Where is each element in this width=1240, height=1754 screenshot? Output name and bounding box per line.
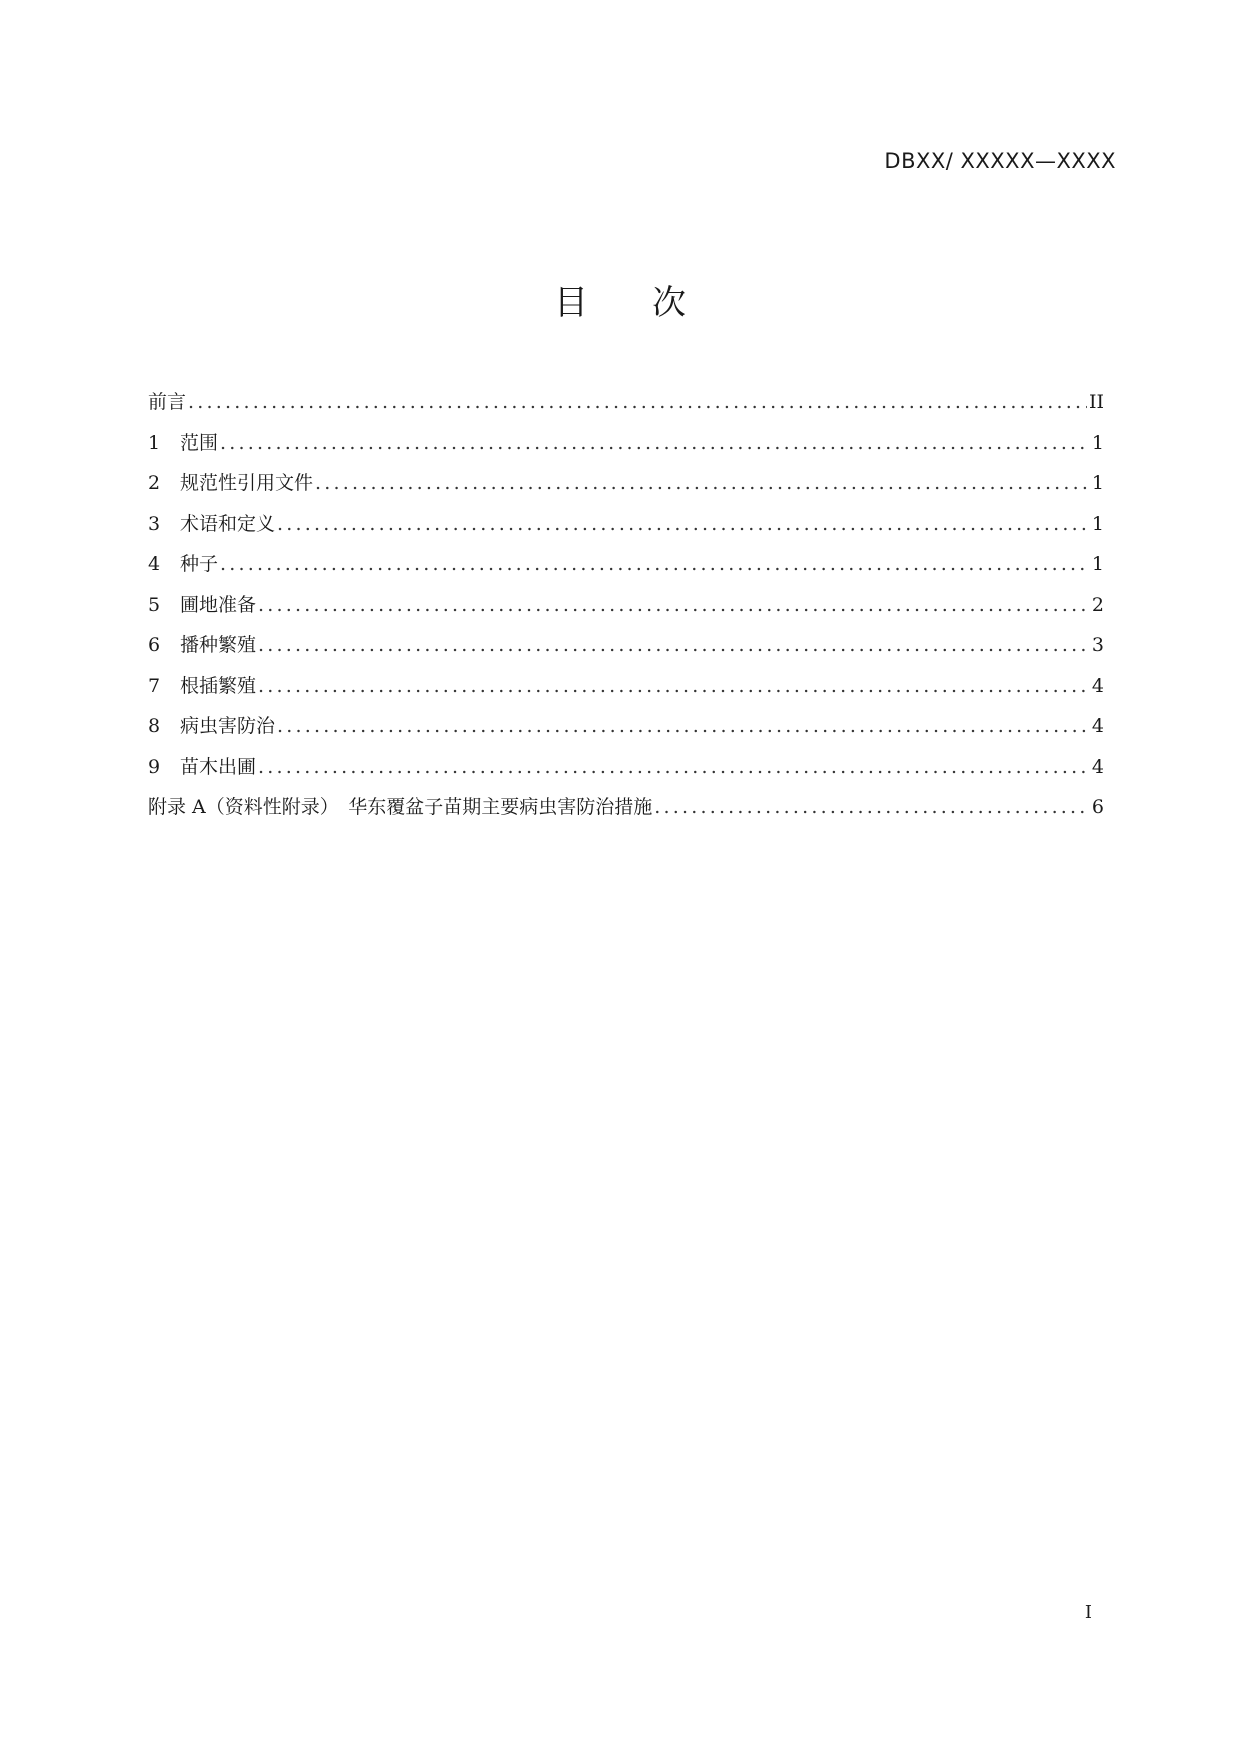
toc-dot-leader — [277, 510, 1090, 538]
document-code: DBXX/ XXXXX—XXXX — [884, 149, 1116, 173]
toc-entry-title: 播种繁殖 — [180, 634, 257, 656]
toc-entry-page: 2 — [1091, 593, 1104, 616]
toc-entry-title: 苗木出圃 — [180, 755, 257, 778]
toc-entry-seeds[interactable] — [148, 550, 1104, 591]
toc-entry-scope[interactable] — [148, 429, 1104, 470]
toc-entry-title: 圃地准备 — [180, 593, 257, 616]
toc-entry-title: 范围 — [180, 431, 219, 454]
toc-entry-number: 2 — [148, 472, 161, 494]
toc-entry-number: 9 — [148, 755, 161, 778]
toc-entry-title: 前言 — [148, 391, 187, 413]
toc-entry-terms-definitions[interactable] — [148, 510, 1104, 551]
toc-entry-normative-references[interactable] — [148, 469, 1104, 510]
toc-dot-leader — [188, 388, 1087, 416]
toc-entry-page: 1 — [1091, 553, 1104, 575]
toc-entry-title: 病虫害防治 — [180, 715, 276, 737]
toc-entry-number: 6 — [148, 634, 161, 656]
toc-entry-appendix-a[interactable] — [148, 793, 1104, 834]
toc-entry-number: 7 — [148, 674, 161, 697]
toc-entry-root-cutting-propagation[interactable] — [148, 672, 1104, 713]
toc-entry-title: 附录 A（资料性附录） 华东覆盆子苗期主要病虫害防治措施 — [148, 796, 653, 818]
toc-entry-number: 8 — [148, 715, 161, 737]
toc-entry-number: 3 — [148, 512, 161, 535]
toc-entry-number: 1 — [148, 431, 161, 454]
toc-entry-nursery-preparation[interactable] — [148, 591, 1104, 632]
toc-entry-foreword[interactable] — [148, 388, 1104, 429]
toc-entry-number: 5 — [148, 593, 161, 616]
toc-dot-leader — [258, 591, 1090, 619]
toc-dot-leader — [258, 753, 1090, 781]
toc-entry-page: 1 — [1091, 431, 1104, 454]
page-title: 目次 — [554, 283, 750, 323]
toc-entry-page: 1 — [1091, 512, 1104, 535]
toc-dot-leader — [220, 550, 1090, 578]
toc-dot-leader — [277, 712, 1090, 740]
toc-dot-leader — [654, 793, 1090, 821]
toc-dot-leader — [258, 631, 1090, 659]
toc-entry-title: 规范性引用文件 — [180, 472, 314, 494]
toc-entry-page: 4 — [1091, 715, 1104, 737]
toc-dot-leader — [258, 672, 1090, 700]
toc-entry-page: 6 — [1091, 796, 1104, 818]
toc-dot-leader — [220, 429, 1090, 457]
toc-entry-pest-control[interactable] — [148, 712, 1104, 753]
toc-entry-page: 4 — [1091, 674, 1104, 697]
toc-entry-page: 1 — [1091, 472, 1104, 494]
toc-dot-leader — [315, 469, 1090, 497]
page-number: I — [1084, 1602, 1092, 1623]
toc-entry-title: 种子 — [180, 553, 219, 575]
toc-entry-number: 4 — [148, 553, 161, 575]
toc-entry-seed-propagation[interactable] — [148, 631, 1104, 672]
toc-entry-page: 4 — [1091, 755, 1104, 778]
toc-entry-page: II — [1088, 391, 1104, 413]
toc-entry-title: 术语和定义 — [180, 512, 276, 535]
toc-entry-page: 3 — [1091, 634, 1104, 656]
table-of-contents — [148, 388, 1104, 834]
toc-entry-title: 根插繁殖 — [180, 674, 257, 697]
toc-entry-seedling-lifting[interactable] — [148, 753, 1104, 794]
